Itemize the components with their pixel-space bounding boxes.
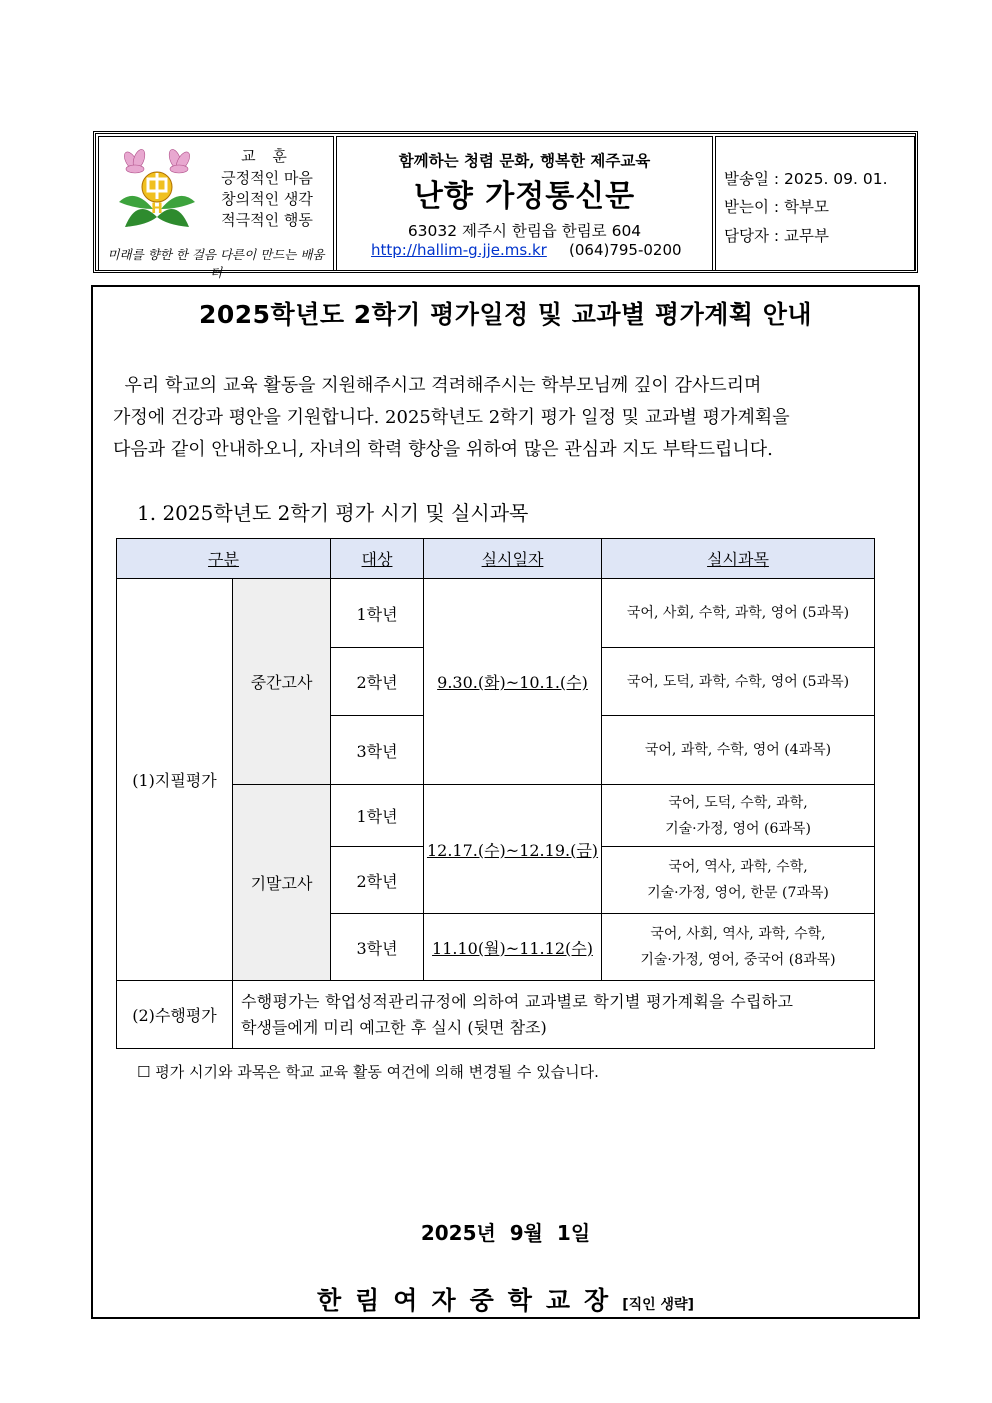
header-subjects: 실시과목 <box>601 538 875 579</box>
intro-paragraph-line: 우리 학교의 교육 활동을 지원해주시고 격려해주시는 학부모님께 깊이 감사드리며 <box>113 375 762 396</box>
final-date-grade-3: 11.10(월)~11.12(수) <box>423 913 602 981</box>
document-title: 2025학년도 2학기 평가일정 및 교과별 평가계획 안내 <box>198 300 813 329</box>
header-date: 실시일자 <box>423 538 602 579</box>
subjects-line: 국어, 역사, 과학, 수학, <box>668 859 808 875</box>
subjects-cell <box>601 784 875 847</box>
school-motto-panel <box>98 136 334 280</box>
seal-note: [직인 생략] <box>622 1297 694 1313</box>
grade-cell: 1학년 <box>330 578 424 648</box>
subjects-line: 국어, 사회, 역사, 과학, 수학, <box>650 926 826 942</box>
recipient: 받는이 : 학부모 <box>724 198 829 216</box>
final-date-grade-1-2: 12.17.(수)~12.19.(금) <box>423 784 602 914</box>
subjects-line: 국어, 도덕, 수학, 과학, <box>668 794 808 811</box>
document-body <box>91 285 920 1319</box>
svg-text:H: H <box>151 201 163 217</box>
grade-cell: 3학년 <box>330 913 424 981</box>
school-phone: (064)795-0200 <box>569 241 682 259</box>
subjects-cell: 국어, 사회, 수학, 과학, 영어 (5과목) <box>601 578 875 648</box>
school-emblem-icon <box>117 147 197 229</box>
newsletter-title-panel <box>336 136 713 271</box>
principal-signature <box>93 1281 918 1317</box>
newsletter-title: 난향 가정통신문 <box>413 179 636 214</box>
section-heading: 1. 2025학년도 2학기 평가 시기 및 실시과목 <box>137 501 529 525</box>
written-exam-label: (1)지필평가 <box>116 578 233 981</box>
subjects-cell <box>601 846 875 914</box>
intro-paragraph-line: 가정에 건강과 평안을 기원합니다. 2025학년도 2학기 평가 일정 및 교과별 평가계획을 <box>113 407 790 428</box>
midterm-date: 9.30.(화)~10.1.(수) <box>423 578 602 785</box>
performance-line: 학생들에게 미리 예고한 후 실시 (뒷면 참조) <box>241 1017 547 1037</box>
header-target: 대상 <box>330 538 424 579</box>
midterm-label: 중간고사 <box>232 578 331 785</box>
performance-description <box>232 980 875 1049</box>
subjects-cell: 국어, 도덕, 과학, 수학, 영어 (5과목) <box>601 647 875 716</box>
motto-line: 긍정적인 마음 <box>221 169 313 187</box>
principal-name: 한림여자중학교장 <box>317 1286 623 1315</box>
motto-line: 적극적인 행동 <box>221 211 313 229</box>
subjects-cell <box>601 913 875 981</box>
subjects-cell: 국어, 과학, 수학, 영어 (4과목) <box>601 715 875 785</box>
performance-line: 수행평가는 학업성적관리규정에 의하여 교과별로 학기별 평가계획을 수립하고 <box>241 991 794 1011</box>
issue-date: 2025년 9월 1일 <box>420 1221 591 1245</box>
send-info-panel <box>715 136 915 271</box>
final-label: 기말고사 <box>232 784 331 981</box>
motto-line: 창의적인 생각 <box>221 190 313 208</box>
person-in-charge: 담당자 : 교무부 <box>724 227 829 245</box>
newsletter-slogan: 함께하는 청렴 문화, 행복한 제주교육 <box>398 151 651 170</box>
subjects-line: 기술·가정, 영어, 한문 (7과목) <box>647 885 829 901</box>
evaluation-schedule-table <box>116 538 875 1049</box>
motto-title: 교 훈 <box>241 147 293 165</box>
intro-paragraph-line: 다음과 같이 안내하오니, 자녀의 학력 향상을 위하여 많은 관심과 지도 부탁드립니다. <box>113 439 773 460</box>
performance-label: (2)수행평가 <box>116 980 233 1049</box>
grade-cell: 2학년 <box>330 647 424 716</box>
change-notice: ☐ 평가 시기와 과목은 학교 교육 활동 여건에 의해 변경될 수 있습니다. <box>137 1063 599 1081</box>
grade-cell: 2학년 <box>330 846 424 914</box>
school-website-link[interactable]: http://hallim-g.jje.ms.kr <box>371 241 547 259</box>
header-category: 구분 <box>116 538 331 579</box>
grade-cell: 1학년 <box>330 784 424 847</box>
grade-cell: 3학년 <box>330 715 424 785</box>
newsletter-header <box>93 131 918 280</box>
school-address: 63032 제주시 한림읍 한림로 604 <box>407 222 642 240</box>
subjects-line: 기술·가정, 영어, 중국어 (8과목) <box>640 952 836 968</box>
subjects-line: 기술·가정, 영어 (6과목) <box>665 820 811 837</box>
school-slogan: 미래를 향한 한 걸음 다른이 만드는 배움터 <box>107 247 325 280</box>
send-date: 발송일 : 2025. 09. 01. <box>724 170 888 188</box>
